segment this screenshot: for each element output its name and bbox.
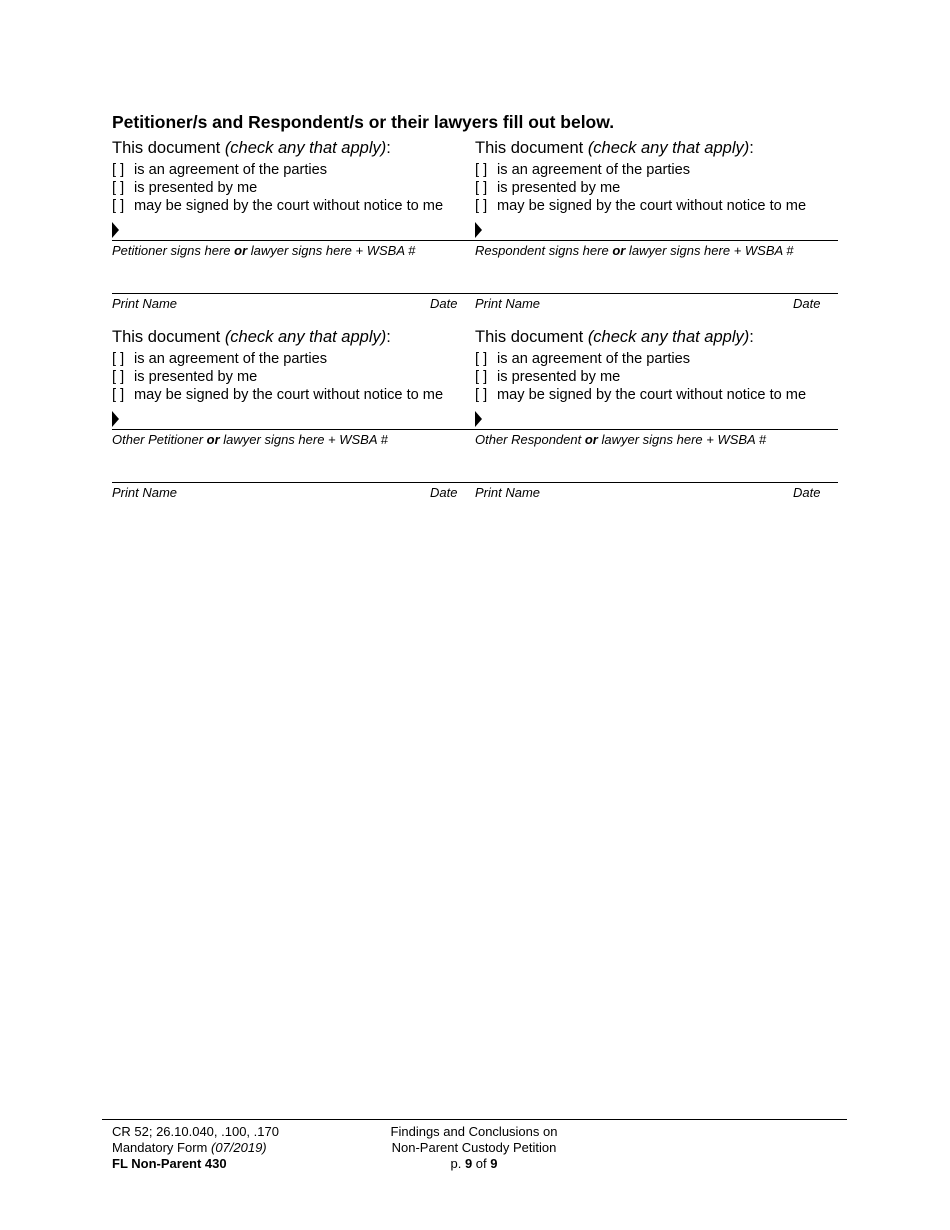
signature-caption: Petitioner signs here or lawyer signs here + WSBA # — [112, 243, 416, 258]
signature-line[interactable] — [475, 240, 838, 241]
footer-title — [354, 1124, 594, 1172]
other-respondent-signature-block — [475, 328, 827, 514]
option-presented-checkbox[interactable]: [ ] is presented by me — [475, 369, 621, 385]
print-name-label: Print Name — [475, 296, 541, 311]
option-signed-checkbox[interactable]: [ ] may be signed by the court without notice to me — [475, 198, 807, 214]
signature-caption: Respondent signs here or lawyer signs here + WSBA # — [475, 243, 794, 258]
option-signed-checkbox[interactable]: [ ] may be signed by the court without notice to me — [112, 198, 444, 214]
print-name-label: Print Name — [475, 485, 541, 500]
page-number: p. 9 of 9 — [450, 1156, 498, 1171]
date-label: Date — [793, 485, 821, 500]
footer-title-line2: Non-Parent Custody Petition — [391, 1140, 557, 1155]
footer-statute: CR 52; 26.10.040, .100, .170 — [112, 1124, 279, 1139]
option-agreement-checkbox[interactable]: [ ] is an agreement of the parties — [475, 162, 691, 178]
page-heading: Petitioner/s and Respondent/s or their lawyers fill out below. — [112, 112, 615, 132]
option-presented-checkbox[interactable]: [ ] is presented by me — [112, 369, 258, 385]
signature-caption: Other Petitioner or lawyer signs here + WSBA # — [112, 432, 388, 447]
option-signed-checkbox[interactable]: [ ] may be signed by the court without notice to me — [112, 387, 444, 403]
sign-arrow-icon — [475, 222, 482, 238]
check-intro: This document (check any that apply): — [112, 139, 391, 157]
print-name-line[interactable] — [112, 482, 475, 483]
sign-arrow-icon — [475, 411, 482, 427]
signature-line[interactable] — [112, 240, 475, 241]
option-agreement-checkbox[interactable]: [ ] is an agreement of the parties — [475, 351, 691, 367]
footer-divider — [102, 1119, 847, 1120]
option-presented-checkbox[interactable]: [ ] is presented by me — [475, 180, 621, 196]
signature-line[interactable] — [475, 429, 838, 430]
sign-arrow-icon — [112, 222, 119, 238]
date-label: Date — [430, 296, 458, 311]
petitioner-signature-block — [112, 139, 464, 325]
option-agreement-checkbox[interactable]: [ ] is an agreement of the parties — [112, 351, 328, 367]
respondent-signature-block — [475, 139, 827, 325]
date-label: Date — [430, 485, 458, 500]
print-name-label: Print Name — [112, 485, 178, 500]
sign-arrow-icon — [112, 411, 119, 427]
check-intro: This document (check any that apply): — [475, 328, 754, 346]
check-intro: This document (check any that apply): — [112, 328, 391, 346]
print-name-label: Print Name — [112, 296, 178, 311]
option-agreement-checkbox[interactable]: [ ] is an agreement of the parties — [112, 162, 328, 178]
footer-form-id: FL Non-Parent 430 — [112, 1156, 227, 1171]
print-name-line[interactable] — [112, 293, 475, 294]
option-presented-checkbox[interactable]: [ ] is presented by me — [112, 180, 258, 196]
option-signed-checkbox[interactable]: [ ] may be signed by the court without notice to me — [475, 387, 807, 403]
check-intro: This document (check any that apply): — [475, 139, 754, 157]
signature-line[interactable] — [112, 429, 475, 430]
print-name-line[interactable] — [475, 293, 838, 294]
signature-caption: Other Respondent or lawyer signs here + WSBA # — [475, 432, 767, 447]
print-name-line[interactable] — [475, 482, 838, 483]
footer-form-info — [112, 1124, 279, 1172]
footer-form-type: Mandatory Form (07/2019) — [112, 1140, 267, 1155]
date-label: Date — [793, 296, 821, 311]
other-petitioner-signature-block — [112, 328, 464, 514]
footer-title-line1: Findings and Conclusions on — [390, 1124, 558, 1139]
